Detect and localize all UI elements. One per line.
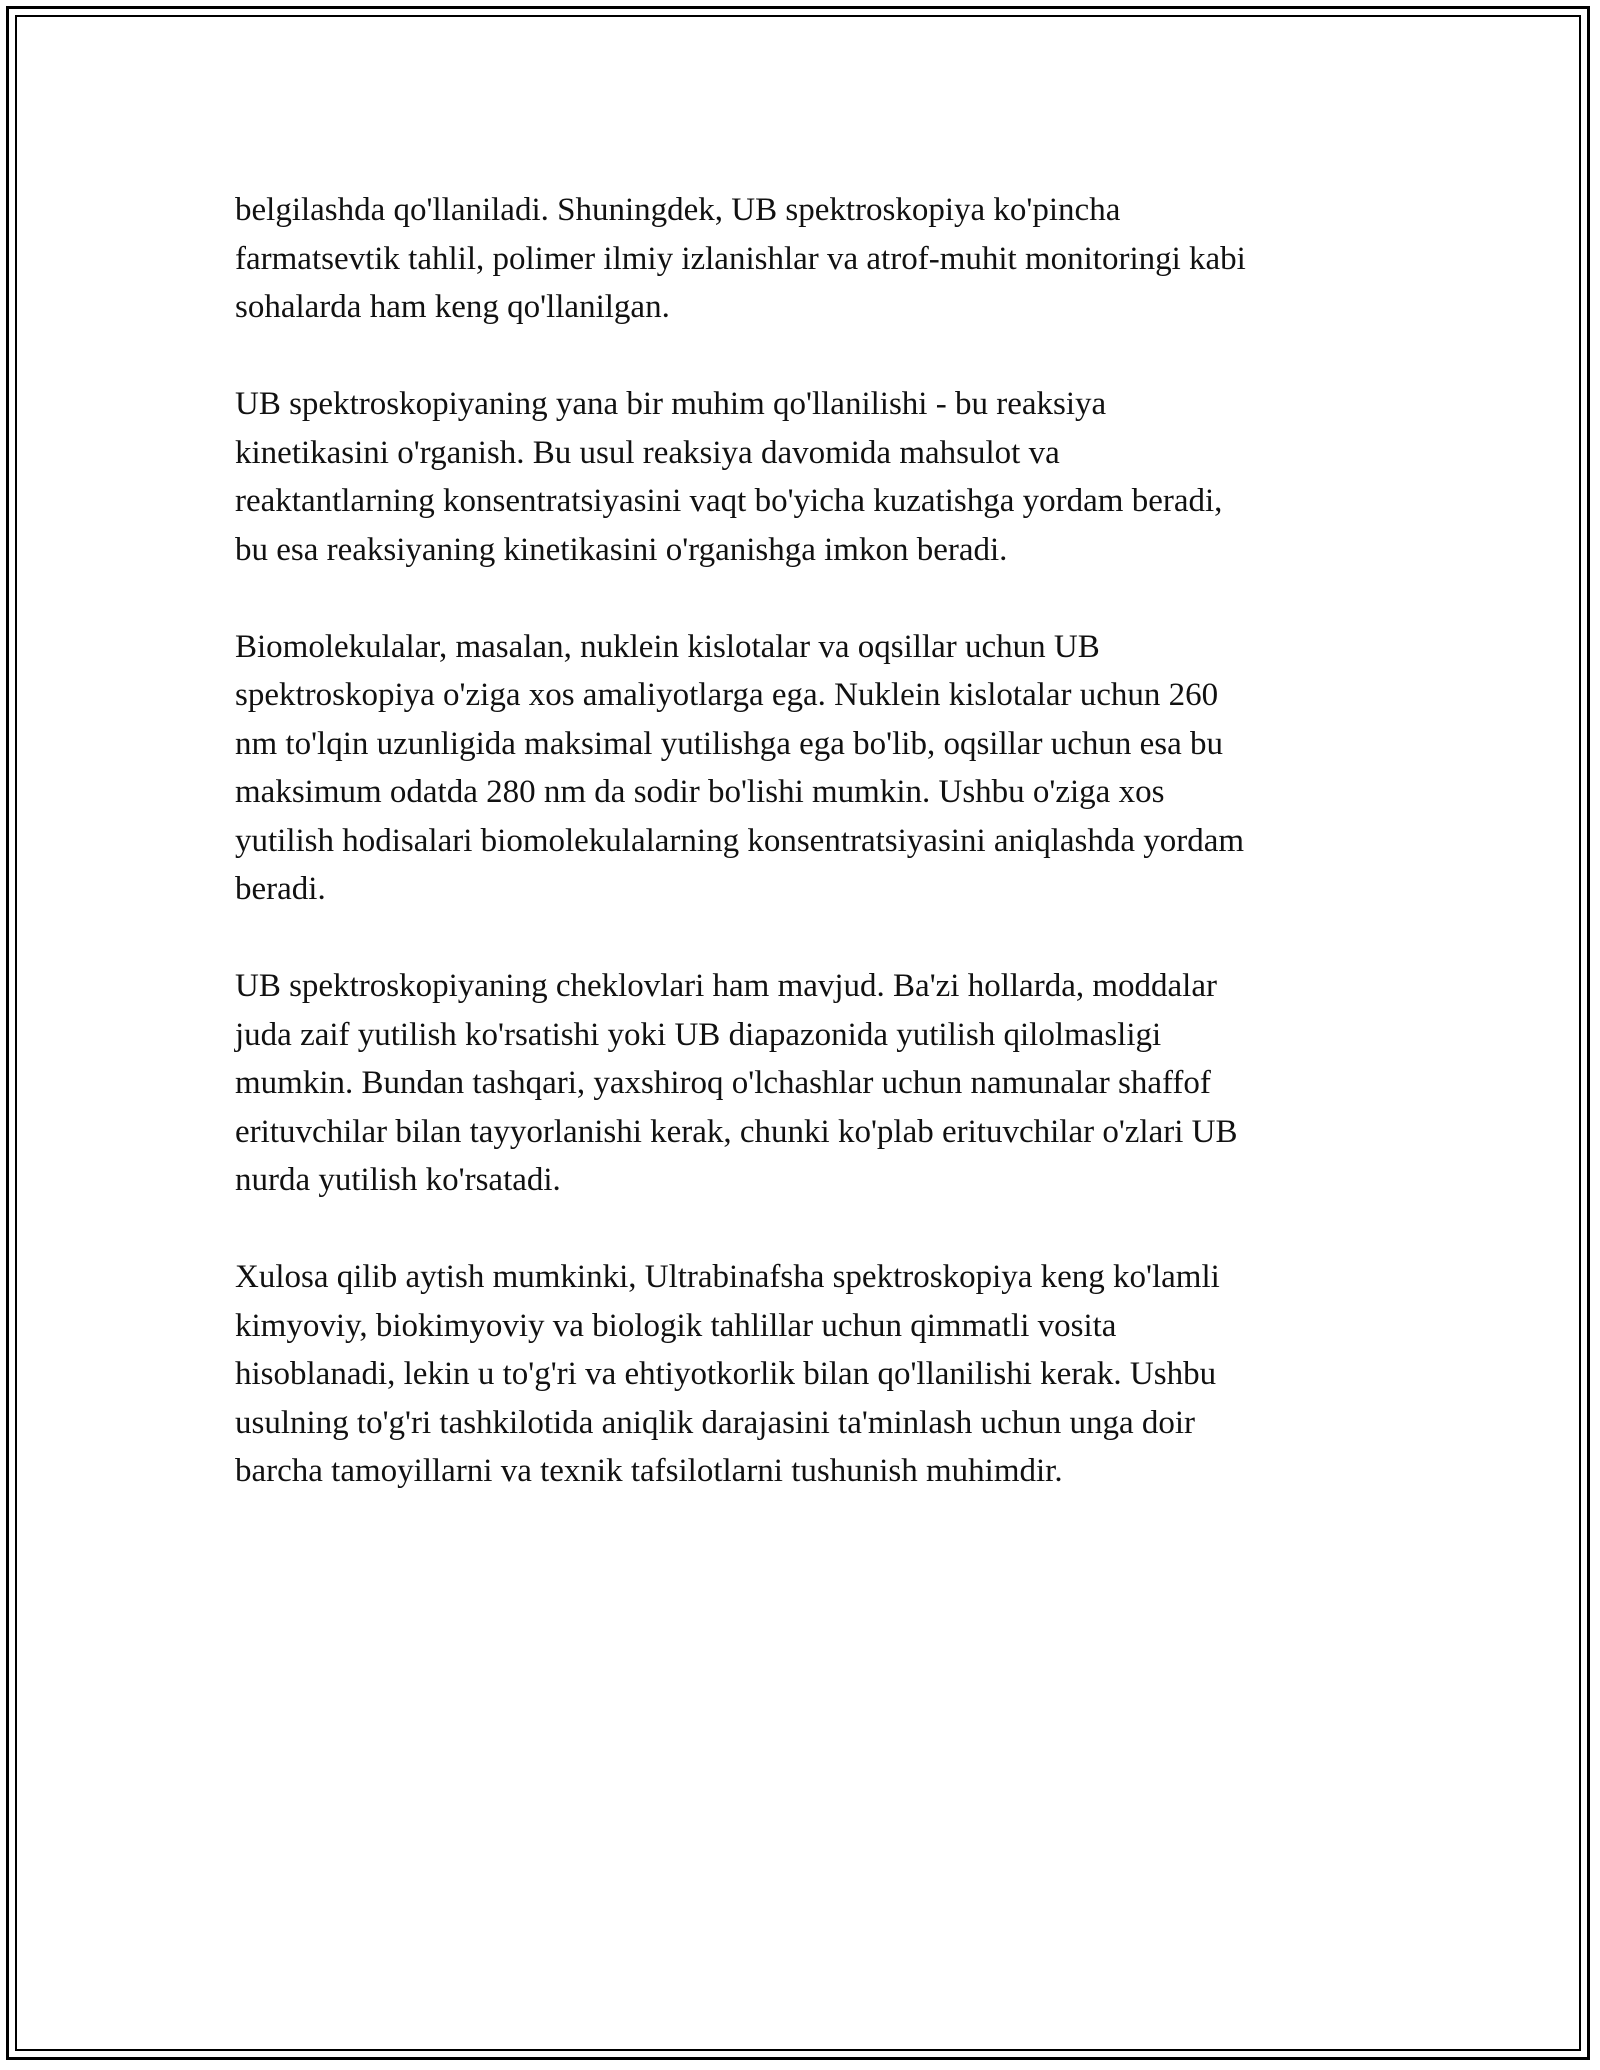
paragraph-reaction-kinetics: UB spektroskopiyaning yana bir muhim qo'llanilishi - bu reaksiya kinetikasini o'rganish. Bu usul reaksiya davomida mahsulot va reaktantlarning konsentratsiyasini vaqt bo'yicha kuzatishga yordam beradi, bu esa reaksiyaning kinetikasini o'rganishga imkon beradi. [235, 386, 1223, 568]
paragraph-limitations: UB spektroskopiyaning cheklovlari ham mavjud. Ba'zi hollarda, moddalar juda zaif yutilish ko'rsatishi yoki UB diapazonida yutilish qilolmasligi mumkin. Bundan tashqari, yaxshiroq o'lchashlar uchun namunalar shaffof erituvchilar bilan tayyorlanishi kerak, chunki ko'plab erituvchilar o'zlari UB nurda yutilish ko'rsatadi. [235, 968, 1238, 1198]
paragraph-biomolecules: Biomolekulalar, masalan, nuklein kislotalar va oqsillar uchun UB spektroskopiya o'ziga xos amaliyotlarga ega. Nuklein kislotalar uchun 260 nm to'lqin uzunligida maksimal yutilishga ega bo'lib, oqsillar uchun esa bu maksimum odatda 280 nm da sodir bo'lishi mumkin. Ushbu o'ziga xos yutilish hodisalari biomolekulalarning konsentratsiyasini aniqlashda yordam beradi. [235, 628, 1245, 907]
paragraph-uv-applications: belgilashda qo'llaniladi. Shuningdek, UB spektroskopiya ko'pincha farmatsevtik tahlil, polimer ilmiy izlanishlar va atrof-muhit monitoringi kabi sohalarda ham keng qo'llanilgan. [235, 192, 1246, 325]
paragraph-conclusion: Xulosa qilib aytish mumkinki, Ultrabinafsha spektroskopiya keng ko'lamli kimyoviy, biokimyoviy va biologik tahlillar uchun qimmatli vosita hisoblanadi, lekin u to'g'ri va ehtiyotkorlik bilan qo'llanilishi kerak. Ushbu usulning to'g'ri tashkilotida aniqlik darajasini ta'minlash uchun unga doir barcha tamoyillarni va texnik tafsilotlarni tushunish muhimdir. [235, 1259, 1220, 1489]
document-body [235, 186, 1365, 1544]
